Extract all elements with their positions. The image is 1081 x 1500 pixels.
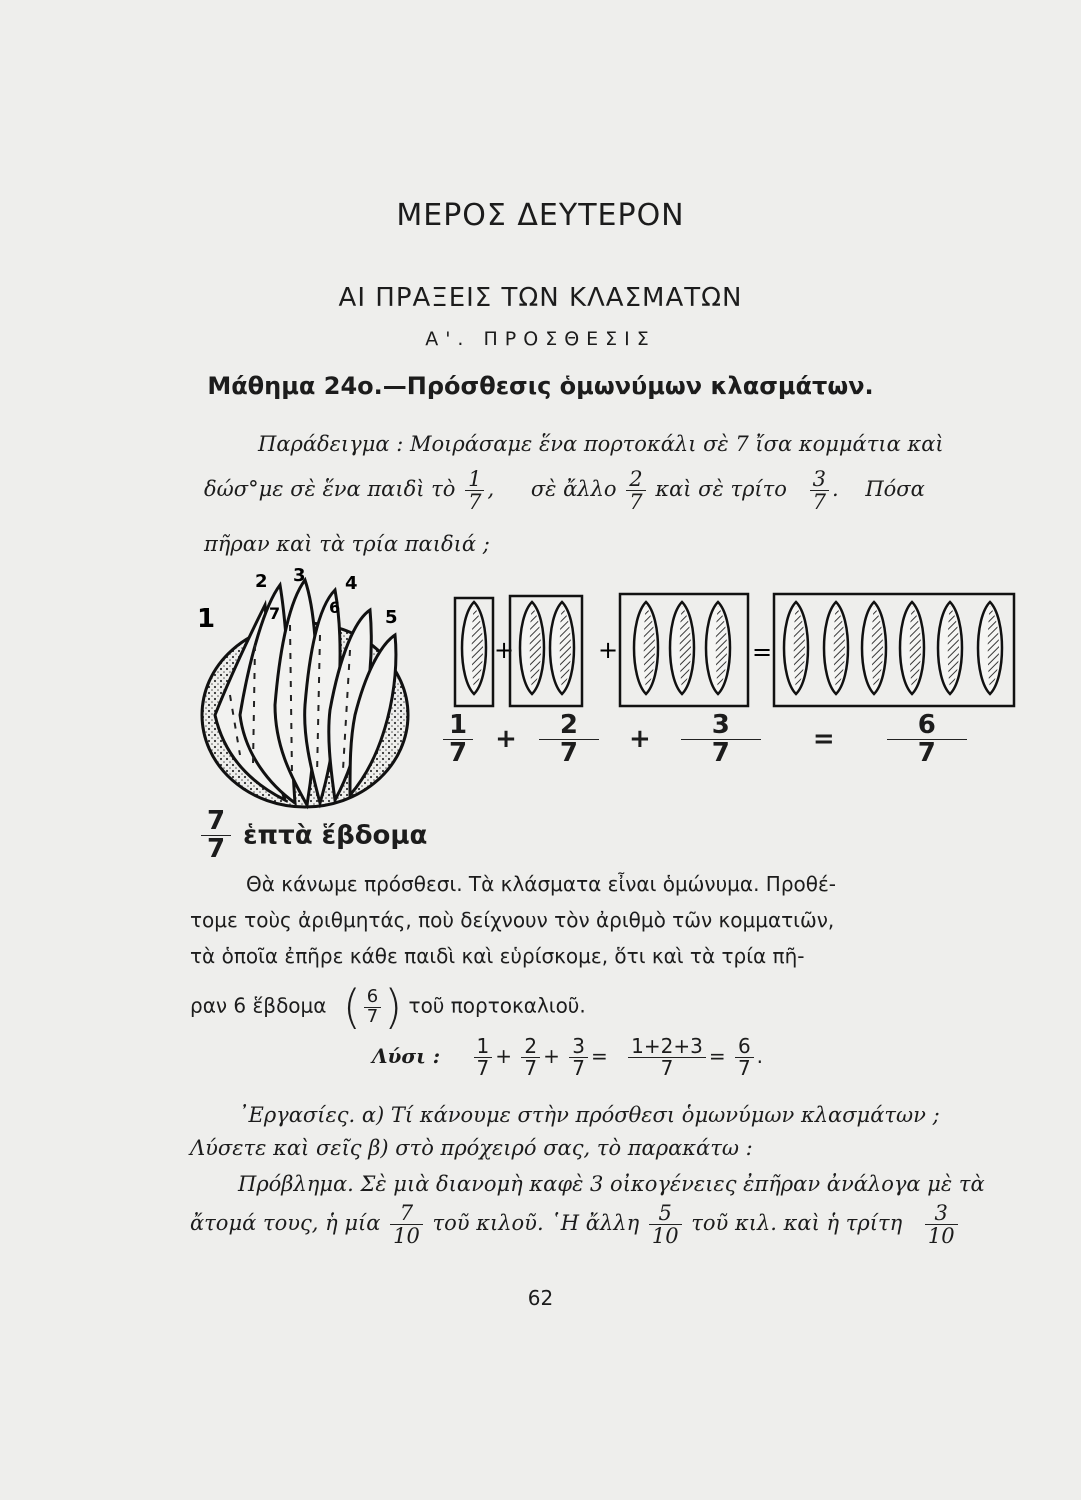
slice-number-5: 5 (385, 607, 398, 628)
slice (462, 602, 486, 694)
slice-number-2: 2 (255, 571, 268, 592)
sol-fraction-1-7: $\frac{1}{7}$ (474, 1036, 493, 1079)
fraction-2-7: $\frac{2}{7}$ (626, 468, 645, 513)
hw-plus: + (495, 724, 517, 755)
slice-number-3: 3 (293, 565, 306, 586)
exercises-line-2: Λύσετε καὶ σεῖς β) στὸ πρόχειρό σας, τὸ παρακάτω : (190, 1136, 753, 1160)
exercises-line-1: ᾿Εργασίες. α) Τί κάνουμε στὴν πρόσθεσι ὁμωνύμων κλασμάτων ; (238, 1103, 940, 1127)
hw-fraction-6-7: $\frac{6}{7}$ (887, 712, 967, 768)
orange-caption (198, 808, 427, 864)
problem-fraction-3-10: $\frac{3}{10}$ (925, 1202, 958, 1247)
slice (706, 602, 730, 694)
sol-plus: + (495, 1044, 513, 1068)
explanation-fraction-6-7: $\frac{6}{7}$ (364, 988, 381, 1027)
problem-text-a: ἄτομά τους, ἡ μία (190, 1211, 381, 1236)
hw-fraction-2-7: $\frac{2}{7}$ (539, 712, 599, 768)
example-line-2: δώσ°με σὲ ἕνα παιδὶ τὸ $\frac{1}{7}$ , σὲ ἄλλο $\frac{2}{7}$ καὶ σὲ τρίτο $\frac{3}{7}$ . Πόσα (204, 467, 925, 515)
problem-line-2 (190, 1202, 961, 1247)
example-text-a: δώσ°με σὲ ἕνα παιδὶ τὸ (204, 477, 456, 502)
slice (784, 602, 808, 694)
sol-equals: = (590, 1044, 608, 1068)
problem-text-c: τοῦ κιλ. καὶ ἡ τρίτη (691, 1211, 903, 1236)
example-text-d: Πόσα (865, 477, 925, 502)
explanation-text-b: τοῦ πορτοκαλιοῦ. (408, 993, 586, 1018)
slice (824, 602, 848, 694)
sol-fraction-sum: $\frac{1+2+3}{7}$ (628, 1036, 706, 1079)
slice (520, 602, 544, 694)
example-text-c: καὶ σὲ τρίτο (655, 477, 787, 502)
caption-fraction-7-7: $\frac{7}{7}$ (201, 808, 231, 864)
slice (938, 602, 962, 694)
example-text-b: σὲ ἄλλο (530, 477, 617, 502)
solution-line: Λύσι : $\frac{1}{7}$ + $\frac{2}{7}$ + $\frac{3}{7}$ = $\frac{1+2+3}{7}$ = $\frac{6}{7}$ . (372, 1034, 764, 1080)
problem-fraction-7-10: $\frac{7}{10}$ (390, 1202, 423, 1247)
orange-illustration (195, 565, 425, 825)
slice-number-7: 7 (269, 604, 281, 623)
hw-fraction-1-7: $\frac{1}{7}$ (443, 712, 473, 768)
sol-fraction-3-7: $\frac{3}{7}$ (569, 1036, 588, 1079)
sol-fraction-2-7: $\frac{2}{7}$ (521, 1036, 540, 1079)
hw-fraction-3-7: $\frac{3}{7}$ (681, 712, 761, 768)
explanation-line-3: τὰ ὁποῖα ἐπῆρε κάθε παιδὶ καὶ εὑρίσκομε, ὅτι καὶ τὰ τρία πῆ- (190, 944, 805, 968)
box-plus-2: + (598, 636, 619, 664)
explanation-line-1: Θὰ κάνωμε πρόσθεσι. Τὰ κλάσματα εἶναι ὁμώνυμα. Προθέ- (246, 872, 837, 896)
caption-text: ἑπτὰ ἕβδομα (243, 820, 428, 851)
example-line-1: Παράδειγμα : Μοιράσαμε ἕνα πορτοκάλι σὲ 7 ἴσα κομμάτια καὶ (258, 432, 944, 456)
sol-plus: + (543, 1044, 560, 1068)
explanation-line-4: ραν 6 ἕβδομα ( $\frac{6}{7}$ ) τοῦ πορτοκαλιοῦ. (190, 980, 586, 1034)
page-number: 62 (527, 1286, 554, 1310)
explanation-text-a: ραν 6 ἕβδομα (190, 993, 327, 1018)
chapter-title: ΑΙ ΠΡΑΞΕΙΣ ΤΩΝ ΚΛΑΣΜΑΤΩΝ (338, 283, 743, 313)
slice (862, 602, 886, 694)
problem-fraction-5-10: $\frac{5}{10}$ (649, 1202, 682, 1247)
handwritten-equation (440, 712, 970, 768)
slice-number-1: 1 (197, 604, 216, 634)
box-equals: = (752, 638, 773, 666)
slice-number-4: 4 (345, 573, 358, 594)
problem-text-b: τοῦ κιλοῦ. ῾Η ἄλλη (432, 1211, 640, 1236)
solution-label: Λύσι : (372, 1044, 441, 1068)
fraction-1-7: $\frac{1}{7}$ (465, 468, 484, 513)
hw-plus: + (628, 724, 651, 755)
problem-line-1: Πρόβλημα. Σὲ μιὰ διανομὴ καφὲ 3 οἰκογένειες ἐπῆραν ἀνάλογα μὲ τὰ (238, 1172, 985, 1196)
sol-fraction-6-7: $\frac{6}{7}$ (735, 1036, 754, 1079)
part-title: ΜΕΡΟΣ ΔΕΥΤΕΡΟΝ (396, 198, 685, 233)
lesson-title: Μάθημα 24ο.—Πρόσθεσις ὁμωνύμων κλασμάτων. (207, 372, 874, 400)
sol-equals: = (708, 1044, 726, 1068)
slice (550, 602, 574, 694)
explanation-line-2: τομε τοὺς ἀριθμητάς, ποὺ δείχνουν τὸν ἀριθμὸ τῶν κομματιῶν, (190, 908, 835, 932)
slice-boxes-diagram (450, 588, 1020, 714)
slice (634, 602, 658, 694)
slice (670, 602, 694, 694)
hw-equals: = (812, 724, 835, 755)
slice (900, 602, 924, 694)
example-line-3: πῆραν καὶ τὰ τρία παιδιά ; (204, 532, 490, 556)
section-title: Α'. ΠΡΟΣΘΕΣΙΣ (425, 328, 656, 350)
slice (978, 602, 1002, 694)
box-plus-1: + (494, 636, 515, 664)
slice-number-6: 6 (329, 598, 341, 617)
fraction-3-7: $\frac{3}{7}$ (810, 468, 829, 513)
